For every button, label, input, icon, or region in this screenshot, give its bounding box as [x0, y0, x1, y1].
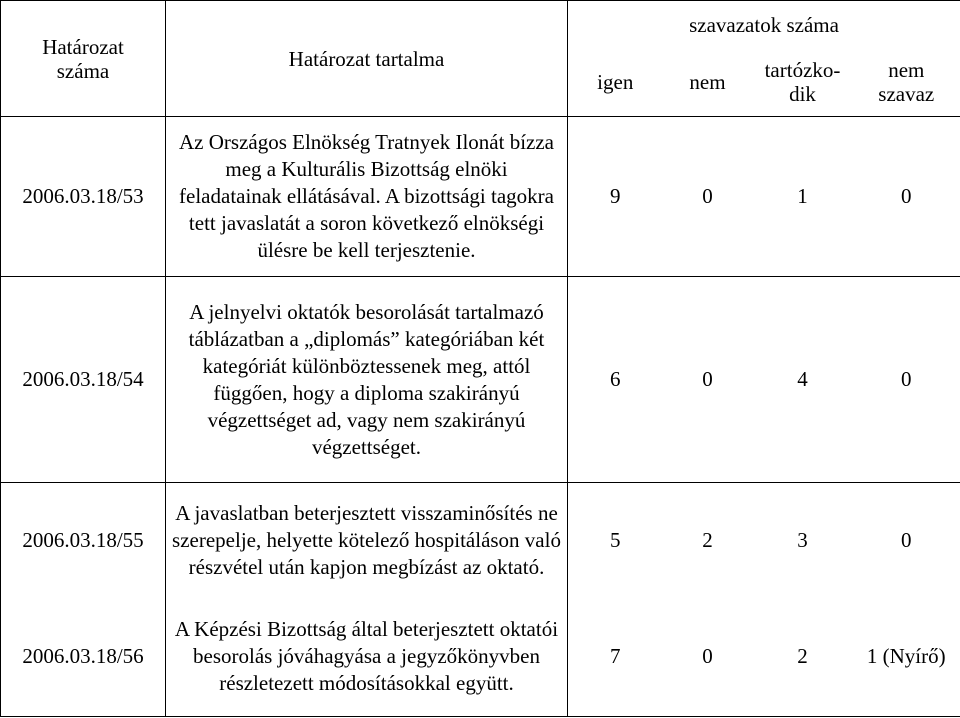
header-no: nem: [663, 49, 753, 117]
header-yes: igen: [568, 49, 663, 117]
vote-yes: 7: [568, 598, 663, 717]
resolution-number: 2006.03.18/54: [1, 277, 166, 483]
vote-no-vote: 0: [853, 277, 960, 483]
vote-yes: 9: [568, 117, 663, 277]
header-no-vote: nem szavaz: [853, 49, 960, 117]
vote-yes: 6: [568, 277, 663, 483]
resolution-content: A Képzési Bizottság által beterjesztett oktatói besorolás jóváhagyása a jegyzőkönyvben részletezett módosításokkal együtt.: [166, 598, 568, 717]
vote-no-vote: 0: [853, 483, 960, 598]
vote-abstain: 2: [753, 598, 853, 717]
resolution-content: A javaslatban beterjesztett visszaminősítés ne szerepelje, helyette kötelező hospitáláson való részvétel után kapjon megbízást az oktató.: [166, 483, 568, 598]
table-row: [1, 277, 960, 483]
table-row: [1, 117, 960, 277]
header-number: Határozat száma: [1, 1, 166, 117]
vote-no-vote: 1 (Nyírő): [853, 598, 960, 717]
vote-no: 0: [663, 598, 753, 717]
vote-yes: 5: [568, 483, 663, 598]
vote-abstain: 3: [753, 483, 853, 598]
resolution-number: 2006.03.18/56: [1, 598, 166, 717]
vote-no: 0: [663, 277, 753, 483]
header-abstain: tartózko-dik: [753, 49, 853, 117]
table-row: [1, 483, 960, 598]
header-votes-group: szavazatok száma: [568, 1, 960, 49]
vote-no: 2: [663, 483, 753, 598]
vote-no: 0: [663, 117, 753, 277]
vote-abstain: 4: [753, 277, 853, 483]
header-content: Határozat tartalma: [166, 1, 568, 117]
resolution-content: A jelnyelvi oktatók besorolását tartalmazó táblázatban a „diplomás” kategóriában két kategóriát különböztessenek meg, attól függően, hogy a diploma szakirányú végzettséget ad, vagy nem szakirányú végzettséget.: [166, 277, 568, 483]
vote-abstain: 1: [753, 117, 853, 277]
vote-no-vote: 0: [853, 117, 960, 277]
resolution-content: Az Országos Elnökség Tratnyek Ilonát bízza meg a Kulturális Bizottság elnöki feladatainak ellátásával. A bizottsági tagokra tett javaslatát a soron következő elnökségi ülésre be kell terjesztenie.: [166, 117, 568, 277]
resolution-number: 2006.03.18/53: [1, 117, 166, 277]
table-row: [1, 598, 960, 717]
resolution-number: 2006.03.18/55: [1, 483, 166, 598]
